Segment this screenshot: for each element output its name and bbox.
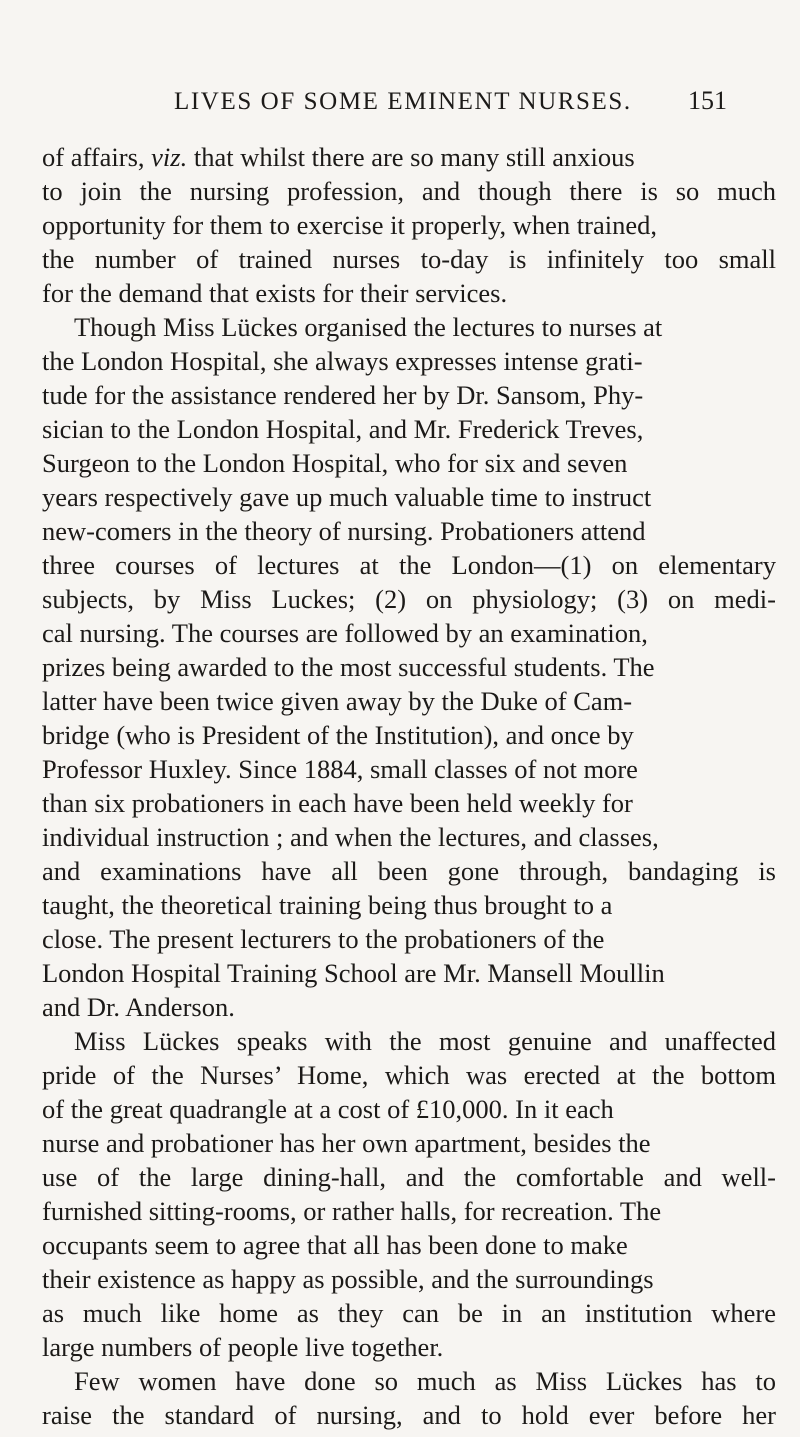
text-line: than six probationers in each have been held weekly for bbox=[42, 788, 633, 818]
italic-abbreviation: viz. bbox=[151, 142, 188, 172]
text-line: close. The present lecturers to the probationers of the bbox=[42, 924, 605, 954]
text-line: tude for the assistance rendered her by Dr. Sansom, Phy- bbox=[42, 380, 644, 410]
text-line: latter have been twice given away by the Duke of Cam- bbox=[42, 686, 633, 716]
text-line: Few women have done so much as Miss Lückes has to bbox=[74, 1366, 776, 1396]
text-segment: that whilst there are so many still anxious bbox=[187, 142, 635, 172]
page-number: 151 bbox=[688, 86, 727, 115]
text-line: and Dr. Anderson. bbox=[42, 992, 235, 1022]
text-line: three courses of lectures at the London—(1) on elementary bbox=[42, 550, 776, 580]
text-line: taught, the theoretical training being thus brought to a bbox=[42, 890, 613, 920]
text-line: raise the standard of nursing, and to hold ever before her bbox=[42, 1400, 776, 1430]
text-line bbox=[42, 140, 776, 174]
text-line: nurse and probationer has her own apartment, besides the bbox=[42, 1128, 651, 1158]
text-line: use of the large dining-hall, and the comfortable and well- bbox=[42, 1162, 776, 1192]
text-line: Professor Huxley. Since 1884, small classes of not more bbox=[42, 754, 638, 784]
text-line: opportunity for them to exercise it properly, when trained, bbox=[42, 210, 657, 240]
text-line: and examinations have all been gone through, bandaging is bbox=[42, 856, 776, 886]
text-line: of the great quadrangle at a cost of £10,000. In it each bbox=[42, 1094, 614, 1124]
body-text bbox=[42, 140, 776, 1432]
text-line: prizes being awarded to the most successful students. The bbox=[42, 652, 655, 682]
text-line: cal nursing. The courses are followed by an examination, bbox=[42, 618, 648, 648]
text-segment: of affairs, bbox=[42, 142, 152, 172]
text-line: for the demand that exists for their services. bbox=[42, 278, 508, 308]
text-line: as much like home as they can be in an institution where bbox=[42, 1298, 776, 1328]
text-line: their existence as happy as possible, and the surroundings bbox=[42, 1264, 654, 1294]
text-line: to join the nursing profession, and though there is so much bbox=[42, 176, 776, 206]
text-line: Though Miss Lückes organised the lectures to nurses at bbox=[74, 312, 663, 342]
text-line: sician to the London Hospital, and Mr. Frederick Treves, bbox=[42, 414, 644, 444]
text-line: the London Hospital, she always expresses intense grati- bbox=[42, 346, 643, 376]
running-header bbox=[174, 88, 794, 128]
text-line: new-comers in the theory of nursing. Probationers attend bbox=[42, 516, 646, 546]
text-line: years respectively gave up much valuable time to instruct bbox=[42, 482, 652, 512]
text-line: subjects, by Miss Luckes; (2) on physiology; (3) on medi- bbox=[42, 584, 776, 614]
text-line: pride of the Nurses’ Home, which was erected at the bottom bbox=[42, 1060, 776, 1090]
text-line: Surgeon to the London Hospital, who for six and seven bbox=[42, 448, 628, 478]
text-line: London Hospital Training School are Mr. Mansell Moullin bbox=[42, 958, 665, 988]
text-line: individual instruction ; and when the lectures, and classes, bbox=[42, 822, 659, 852]
text-line: occupants seem to agree that all has been done to make bbox=[42, 1230, 628, 1260]
text-line: the number of trained nurses to-day is infinitely too small bbox=[42, 244, 776, 274]
running-title: LIVES OF SOME EMINENT NURSES. bbox=[174, 88, 632, 115]
text-line: large numbers of people live together. bbox=[42, 1332, 444, 1362]
text-line: Miss Lückes speaks with the most genuine and unaffected bbox=[74, 1026, 776, 1056]
text-line: furnished sitting-rooms, or rather halls, for recreation. The bbox=[42, 1196, 662, 1226]
text-line: bridge (who is President of the Institution), and once by bbox=[42, 720, 634, 750]
